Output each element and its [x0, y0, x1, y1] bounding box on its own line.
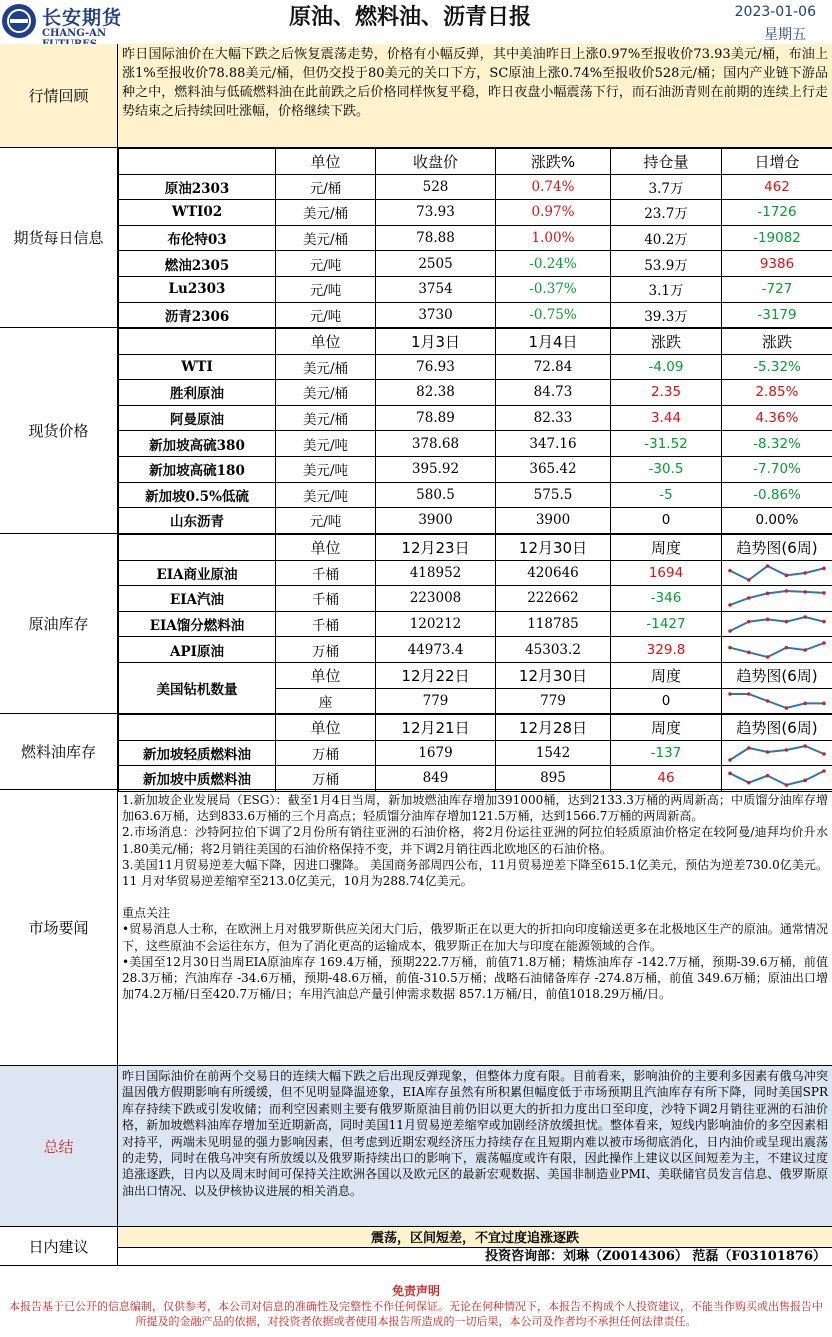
close-price: 73.93	[376, 200, 496, 226]
change-value: 2.35	[611, 380, 722, 406]
logo-en: CHANG-AN	[42, 28, 107, 39]
daily-oi-change: -19082	[722, 225, 832, 251]
trend-cell	[722, 688, 832, 714]
weekly-change: 329.8	[611, 637, 722, 663]
unit-cell: 元/吨	[276, 508, 376, 534]
column-header: 单位	[276, 662, 376, 688]
trend-line	[730, 771, 824, 785]
price-day1: 82.38	[376, 380, 496, 406]
unit-cell: 元/桶	[276, 174, 376, 200]
unit-cell: 美元/桶	[276, 200, 376, 226]
news-item: •贸易消息人士称，在欧洲上月对俄罗斯供应关闭大门后，俄罗斯正在以更大的折扣向印度输送更多在北极地区生产的原油。通常情况下，这些原油不会运往东方，但为了消化更高的运输成本，俄罗斯正在加大与印度在能源领域的合作。	[122, 922, 828, 953]
change-pct: 1.00%	[496, 225, 611, 251]
spot-section	[0, 328, 832, 534]
weekly-change: -137	[611, 740, 722, 766]
product-name: 阿曼原油	[119, 405, 276, 431]
crude-inventory-table	[118, 534, 832, 714]
column-header: 涨跌	[611, 329, 722, 355]
value-week1: 849	[376, 766, 496, 792]
unit-cell: 千桶	[276, 586, 376, 612]
contract-name: 沥青2306	[119, 302, 276, 328]
unit-cell: 座	[276, 688, 376, 714]
daily-oi-change: -1726	[722, 200, 832, 226]
unit-cell: 美元/吨	[276, 431, 376, 457]
value-week2: 895	[496, 766, 611, 792]
table-row	[119, 586, 832, 612]
table-row	[119, 431, 832, 457]
trend-point	[766, 564, 770, 568]
price-day2: 347.16	[496, 431, 611, 457]
unit-cell: 美元/桶	[276, 405, 376, 431]
trend-point	[785, 748, 789, 752]
trend-point	[803, 615, 807, 619]
weekly-change: 1694	[611, 560, 722, 586]
table-row	[119, 405, 832, 431]
table-row	[119, 508, 832, 534]
inventory-name: EIA汽油	[119, 586, 276, 612]
open-interest: 40.2万	[611, 225, 722, 251]
advice-section	[0, 1227, 832, 1266]
change-value: 0	[611, 508, 722, 534]
disclaimer-title: 免责声明	[391, 1284, 440, 1298]
weekly-change: -1427	[611, 611, 722, 637]
change-pct: 4.36%	[722, 405, 832, 431]
trend-point	[822, 620, 826, 624]
trend-cell	[722, 740, 832, 766]
table-row	[119, 276, 832, 302]
open-interest: 23.7万	[611, 200, 722, 226]
disclaimer	[0, 1266, 832, 1337]
header-row	[119, 715, 832, 741]
news-item: 2.市场消息：沙特阿拉伯下调了2月份所有销往亚洲的石油价格，将2月份运往亚洲的阿拉伯轻质原油价格定在较阿曼/迪拜均价升水1.80美元/桶；将2月销往美国的石油价格保持不变，并下调2月销往西北欧地区的石油价格。	[122, 825, 828, 856]
change-pct: -8.32%	[722, 431, 832, 457]
column-header: 1月3日	[376, 329, 496, 355]
price-day1: 378.68	[376, 431, 496, 457]
rig-header-row	[119, 662, 832, 688]
change-pct: -0.75%	[496, 302, 611, 328]
unit-cell: 千桶	[276, 560, 376, 586]
column-header: 趋势图(6周)	[722, 715, 832, 741]
market-news-section	[0, 790, 832, 1066]
value-week1: 418952	[376, 560, 496, 586]
trend-cell	[722, 637, 832, 663]
unit-cell: 美元/桶	[276, 380, 376, 406]
trend-point	[728, 604, 732, 608]
trend-point	[822, 592, 826, 596]
section-label: 日内建议	[0, 1227, 118, 1265]
trend-point	[822, 752, 826, 756]
column-header: 12月22日	[376, 662, 496, 688]
trend-sparkline	[727, 691, 827, 711]
trend-point	[747, 597, 751, 601]
inventory-name: 新加坡中质燃料油	[119, 766, 276, 792]
column-header: 12月21日	[376, 715, 496, 741]
product-name: 胜利原油	[119, 380, 276, 406]
price-day2: 3900	[496, 508, 611, 534]
column-header: 12月30日	[496, 535, 611, 561]
value-week1: 779	[376, 688, 496, 714]
price-day2: 365.42	[496, 456, 611, 482]
trend-point	[766, 655, 770, 659]
focus-title: 重点关注	[122, 906, 171, 921]
header-row	[119, 329, 832, 355]
open-interest: 53.9万	[611, 251, 722, 277]
daily-oi-change: -3179	[722, 302, 832, 328]
table-row	[119, 560, 832, 586]
open-interest: 3.7万	[611, 174, 722, 200]
trend-point	[728, 569, 732, 573]
close-price: 3754	[376, 276, 496, 302]
price-day1: 78.89	[376, 405, 496, 431]
table-row	[119, 456, 832, 482]
column-header: 趋势图(6周)	[722, 662, 832, 688]
column-header: 持仓量	[611, 149, 722, 175]
change-value: -5	[611, 482, 722, 508]
header-row	[119, 535, 832, 561]
summary-section	[0, 1066, 832, 1227]
value-week2: 118785	[496, 611, 611, 637]
unit-cell: 千桶	[276, 611, 376, 637]
section-label: 总结	[0, 1066, 118, 1226]
spot-table	[118, 328, 832, 534]
trend-point	[803, 591, 807, 595]
news-item: 3.美国11月贸易逆差大幅下降，因进口骤降。 美国商务部周四公布，11月贸易逆差下降至615.1亿美元，预估为逆差730.0亿美元。11 月对华贸易逆差缩窄至213.0亿美元，10月为288.74亿美元。	[122, 857, 828, 889]
change-value: -30.5	[611, 456, 722, 482]
trend-cell	[722, 766, 832, 792]
trend-point	[785, 573, 789, 577]
trend-cell	[722, 560, 832, 586]
table-row	[119, 225, 832, 251]
logo-cn: 长安期货	[42, 7, 123, 29]
close-price: 3730	[376, 302, 496, 328]
market-review-text: 昨日国际油价在大幅下跌之后恢复震荡走势，价格有小幅反弹，其中美油昨日上涨0.97%至报收价73.93美元/桶，布油上涨1%至报收价78.88美元/桶，但仍交投于80美元的关口下方，SC原油上涨0.74%至报收价528元/桶；国内产业链下游品种之中，燃料油与低硫燃料油在此前跌之后价格同样恢复平稳，昨日夜盘小幅震荡下行，而石油沥青则在前期的连续上行走势结束之后持续回吐涨幅，价格继续下跌。	[122, 47, 828, 119]
daily-oi-change: -727	[722, 276, 832, 302]
change-value: 3.44	[611, 405, 722, 431]
trend-point	[803, 744, 807, 748]
section-label: 行情回顾	[0, 44, 118, 147]
fuel-inventory-section	[0, 714, 832, 790]
consultant-info: 投资咨询部：刘琳（Z0014306） 范磊（F03101876）	[485, 1249, 826, 1264]
trend-point	[822, 566, 826, 570]
trend-point	[728, 629, 732, 633]
trend-point	[822, 770, 826, 774]
trend-sparkline	[727, 588, 827, 608]
section-label: 期货每日信息	[0, 148, 118, 327]
futures-section	[0, 148, 832, 328]
change-value: -31.52	[611, 431, 722, 457]
column-header: 涨跌	[722, 329, 832, 355]
report-date: 2023-01-06	[734, 4, 816, 20]
product-name: 新加坡高硫380	[119, 431, 276, 457]
trend-point	[747, 781, 751, 785]
trend-point	[747, 746, 751, 750]
trend-point	[785, 620, 789, 624]
fuel-inventory-table	[118, 714, 832, 792]
value-week2: 45303.2	[496, 637, 611, 663]
trend-point	[785, 646, 789, 650]
trend-point	[728, 646, 732, 650]
crude-inventory-section	[0, 534, 832, 714]
daily-oi-change: 9386	[722, 251, 832, 277]
trend-point	[766, 592, 770, 596]
trend-line	[730, 694, 824, 708]
column-header	[119, 149, 276, 175]
table-row	[119, 482, 832, 508]
table-row	[119, 740, 832, 766]
product-name: 新加坡高硫180	[119, 456, 276, 482]
price-day2: 82.33	[496, 405, 611, 431]
header-row	[119, 149, 832, 175]
unit-cell: 元/吨	[276, 251, 376, 277]
column-header: 日增仓	[722, 149, 832, 175]
unit-cell: 美元/桶	[276, 354, 376, 380]
trend-point	[747, 578, 751, 582]
close-price: 528	[376, 174, 496, 200]
inventory-name: EIA馏分燃料油	[119, 611, 276, 637]
unit-cell: 美元/桶	[276, 225, 376, 251]
unit-cell: 元/吨	[276, 302, 376, 328]
product-name: WTI	[119, 354, 276, 380]
trend-point	[747, 692, 751, 696]
section-label: 市场要闻	[0, 790, 118, 1065]
column-header: 12月30日	[496, 662, 611, 688]
unit-cell: 元/吨	[276, 276, 376, 302]
change-pct: 0.00%	[722, 508, 832, 534]
column-header: 趋势图(6周)	[722, 535, 832, 561]
futures-table	[118, 148, 832, 328]
change-pct: 0.74%	[496, 174, 611, 200]
section-label: 燃料油库存	[0, 714, 118, 789]
trend-point	[766, 618, 770, 622]
inventory-name: API原油	[119, 637, 276, 663]
column-header: 单位	[276, 535, 376, 561]
column-header: 1月4日	[496, 329, 611, 355]
product-name: 新加坡0.5%低硫	[119, 482, 276, 508]
table-row	[119, 251, 832, 277]
table-row	[119, 766, 832, 792]
price-day1: 76.93	[376, 354, 496, 380]
value-week2: 1542	[496, 740, 611, 766]
value-week2: 222662	[496, 586, 611, 612]
trend-point	[766, 750, 770, 754]
trend-sparkline	[727, 743, 827, 763]
summary-text: 昨日国际油价在前两个交易日的连续大幅下跌之后出现反弹现象，但整体力度有限。目前看来，影响油价的主要利多因素有俄乌冲突温因俄方假期影响有所缓缓，但不见明显降温迹象，EIA库存虽然有所积累但幅度低于市场预期且汽油库存有所下降，同时美国SPR库存持续下跌或引发收储；而利空因素则主要有俄罗斯原油目前仍旧以更大的折扣力度出口至印度，沙特下调2月销往亚洲的石油价格，新加坡燃料油库存增加至近期新高，同时美国11月贸易逆差缩窄或加剧经济放缓担忧。整体看来，短线内影响油价的多空因素相对持平，两端未见明显的强力影响因素，但考虑到近期宏观经济压力持续存在且短期内难以被市场彻底消化，日内油价或呈现出震荡的走势，同时在俄乌冲突有所放缓以及俄罗斯持续出口的影响下，震荡幅度或许有限，因此操作上建议以区间短差为主，不建议过度追涨逐跌，日内以及周末时间可保持关注欧洲各国以及欧元区的最新宏观数据、美国非制造业PMI、美联储官员发言信息、俄罗斯原油出口情况、以及伊核协议进展的相关消息。	[122, 1069, 828, 1198]
price-day1: 580.5	[376, 482, 496, 508]
weekly-change: -346	[611, 586, 722, 612]
unit-cell: 万桶	[276, 637, 376, 663]
trend-point	[822, 701, 826, 705]
inventory-name: EIA商业原油	[119, 560, 276, 586]
weekly-change: 0	[611, 688, 722, 714]
unit-cell: 美元/吨	[276, 456, 376, 482]
market-news-text	[118, 790, 832, 1004]
value-week2: 779	[496, 688, 611, 714]
trend-point	[803, 648, 807, 652]
weekly-change: 46	[611, 766, 722, 792]
trend-point	[766, 774, 770, 778]
close-price: 78.88	[376, 225, 496, 251]
trend-cell	[722, 611, 832, 637]
column-header	[119, 715, 276, 741]
price-day2: 575.5	[496, 482, 611, 508]
change-pct: -0.24%	[496, 251, 611, 277]
value-week2: 420646	[496, 560, 611, 586]
trend-line	[730, 746, 824, 760]
column-header: 单位	[276, 329, 376, 355]
report-header	[0, 0, 832, 45]
trend-cell	[722, 586, 832, 612]
price-day2: 84.73	[496, 380, 611, 406]
column-header: 周度	[611, 715, 722, 741]
daily-oi-change: 462	[722, 174, 832, 200]
table-row	[119, 174, 832, 200]
value-week1: 223008	[376, 586, 496, 612]
company-logo	[2, 2, 157, 42]
trend-line	[730, 566, 824, 580]
change-pct: 0.97%	[496, 200, 611, 226]
contract-name: 布伦特03	[119, 225, 276, 251]
disclaimer-text: 本报告基于已公开的信息编制，仅供参考，本公司对信息的准确性及完整性不作任何保证。无论在何种情况下，本报告不构成个人投资建议，不能当作购买或出售报告中所提及的金融产品的依据，对投资者依据或者使用本报告所造成的一切后果，本公司及作者均不承担任何法律责任。	[9, 1300, 823, 1328]
trend-point	[747, 620, 751, 624]
value-week1: 1679	[376, 740, 496, 766]
trend-point	[728, 758, 732, 762]
trend-point	[803, 701, 807, 705]
column-header: 单位	[276, 715, 376, 741]
section-label: 原油库存	[0, 534, 118, 713]
trend-line	[730, 591, 824, 605]
news-item: 1.新加坡企业发展局（ESG）：截至1月4日当周，新加坡燃油库存增加391000桶，达到2133.3万桶的两周新高；中质馏分油库存增加63.6万桶，达到833.6万桶的三个月高点；轻质馏分油库存增加121.5万桶，达到1566.7万桶的两周新高。	[122, 793, 828, 824]
column-header: 周度	[611, 535, 722, 561]
column-header: 涨跌%	[496, 149, 611, 175]
trend-line	[730, 643, 824, 657]
column-header: 12月23日	[376, 535, 496, 561]
trend-point	[747, 650, 751, 654]
change-pct: -5.32%	[722, 354, 832, 380]
change-pct: -0.37%	[496, 276, 611, 302]
value-week1: 120212	[376, 611, 496, 637]
news-item: •美国至12月30日当周EIA原油库存 169.4万桶，预期222.7万桶，前值71.8万桶；精炼油库存 -142.7万桶，预期-39.6万桶，前值28.3万桶；汽油库存 -34.6万桶，预期-48.6万桶，前值-310.5万桶；战略石油储备库存 -274.8万桶，前值 349.6万桶；原油出口增加74.2万桶/日至420.7万桶/日；车用汽油总产量引伸需求数据 857.1万桶/日，前值1018.29万桶/日。	[122, 954, 828, 1002]
table-row	[119, 354, 832, 380]
section-label: 现货价格	[0, 328, 118, 533]
unit-cell: 美元/吨	[276, 482, 376, 508]
unit-cell: 万桶	[276, 766, 376, 792]
table-row	[119, 637, 832, 663]
contract-name: Lu2303	[119, 276, 276, 302]
trend-point	[728, 692, 732, 696]
price-day1: 3900	[376, 508, 496, 534]
column-header: 收盘价	[376, 149, 496, 175]
column-header	[119, 535, 276, 561]
rig-count-name: 美国钻机数量	[119, 662, 276, 713]
trend-sparkline	[727, 768, 827, 788]
change-pct: -7.70%	[722, 456, 832, 482]
change-pct: -0.86%	[722, 482, 832, 508]
open-interest: 3.1万	[611, 276, 722, 302]
table-row	[119, 200, 832, 226]
contract-name: 原油2303	[119, 174, 276, 200]
trend-point	[785, 784, 789, 788]
logo-emblem-icon	[2, 4, 36, 38]
trend-point	[803, 571, 807, 575]
market-review-section	[0, 44, 832, 148]
table-row	[119, 611, 832, 637]
trend-line	[730, 617, 824, 631]
price-day2: 72.84	[496, 354, 611, 380]
unit-cell: 万桶	[276, 740, 376, 766]
product-name: 山东沥青	[119, 508, 276, 534]
trend-point	[785, 590, 789, 594]
inventory-name: 新加坡轻质燃料油	[119, 740, 276, 766]
trend-sparkline	[727, 640, 827, 660]
trend-sparkline	[727, 614, 827, 634]
table-row	[119, 380, 832, 406]
trend-sparkline	[727, 563, 827, 583]
change-value: -4.09	[611, 354, 722, 380]
report-title: 原油、燃料油、沥青日报	[288, 5, 531, 30]
report-weekday: 星期五	[764, 27, 806, 43]
column-header: 12月28日	[496, 715, 611, 741]
change-pct: 2.85%	[722, 380, 832, 406]
advice-text: 震荡，区间短差，不宜过度追涨逐跌	[118, 1227, 832, 1248]
trend-point	[766, 699, 770, 703]
open-interest: 39.3万	[611, 302, 722, 328]
contract-name: 燃油2305	[119, 251, 276, 277]
column-header	[119, 329, 276, 355]
contract-name: WTI02	[119, 200, 276, 226]
trend-point	[728, 772, 732, 776]
close-price: 2505	[376, 251, 496, 277]
trend-point	[803, 779, 807, 783]
price-day1: 395.92	[376, 456, 496, 482]
table-row	[119, 302, 832, 328]
trend-point	[822, 641, 826, 645]
trend-point	[785, 706, 789, 710]
value-week1: 44973.4	[376, 637, 496, 663]
column-header: 周度	[611, 662, 722, 688]
column-header: 单位	[276, 149, 376, 175]
